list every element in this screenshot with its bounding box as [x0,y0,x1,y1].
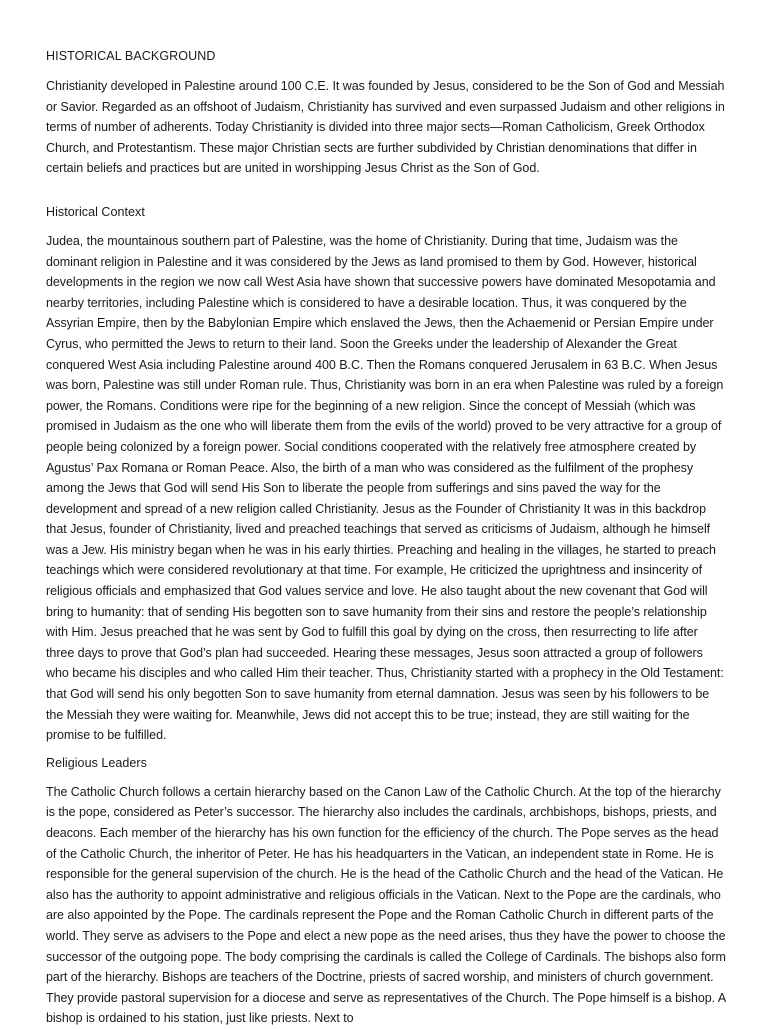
section-heading-historical-background: HISTORICAL BACKGROUND [46,49,216,63]
section-heading-historical-context: Historical Context [46,204,145,219]
section-body-religious-leaders: The Catholic Church follows a certain hierarchy based on the Canon Law of the Catholic Church. At the top of the hierarchy is the pope, considered as Peter’s successor. The hierarchy also includes the cardinals, archbishops, bishops, priests, and deacons. Each member of the hierarchy has his own function for the efficiency of the church. The Pope serves as the head of the Catholic Church, the inheritor of Peter. He has his headquarters in the Vatican, an independent state in Rome. He is responsible for the general supervision of the church. He is the head of the Catholic Church and the head of the Vatican. He also has the authority to appoint administrative and religious officials in the Vatican. Next to the Pope are the cardinals, who are also appointed by the Pope. The cardinals represent the Pope and the Roman Catholic Church in different parts of the world. They serve as advisers to the Pope and elect a new pope as the need arises, thus they have the power to choose the successor of the outgoing pope. The body comprising the cardinals is called the College of Cardinals. The bishops also form part of the hierarchy. Bishops are teachers of the Doctrine, priests of sacred worship, and ministers of church government. They provide pastoral supervision for a diocese and serve as representatives of the Church. The Pope himself is a bishop. A bishop is ordained to his station, just like priests. Next to [46,784,726,1026]
section-body-historical-context: Judea, the mountainous southern part of Palestine, was the home of Christianity. During that time, Judaism was the dominant religion in Palestine and it was considered by the Jews as land promised to them by God. However, historical developments in the region we now call West Asia have shown that successive powers have dominated Mesopotamia and nearby territories, including Palestine which is considered to have a desirable location. Thus, it was conquered by the Assyrian Empire, then by the Babylonian Empire which enslaved the Jews, then the Achaemenid or Persian Empire under Cyrus, who permitted the Jews to return to their land. Soon the Greeks under the leadership of Alexander the Great conquered West Asia including Palestine around 400 B.C. Then the Romans conquered Jerusalem in 63 B.C. When Jesus was born, Palestine was still under Roman rule. Thus, Christianity was born in an era when Palestine was ruled by a foreign power, the Romans. Conditions were ripe for the beginning of a new religion. Since the concept of Messiah (which was promised in Judaism as the one who will liberate them from the evils of the world) proved to be very attractive for a group of people being colonized by a foreign power. Social conditions cooperated with the relatively free atmosphere created by Agustus’ Pax Romana or Roman Peace. Also, the birth of a man who was considered as the fulfilment of the prophesy among the Jews that God will send His Son to liberate the people from sufferings and sins paved the way for the development and spread of a new religion called Christianity. Jesus as the Founder of Christianity It was in this backdrop that Jesus, founder of Christianity, lived and preached teachings that served as criticisms of Judaism, although he himself was a Jew. His ministry began when he was in his early thirties. Preaching and healing in the villages, he started to preach teachings which were considered revolutionary at that time. For example, He criticized the uprightness and insincerity of religious officials and emphasized that God values service and love. He also taught about the new covenant that God will bring to humanity: that of sending His begotten son to save humanity from their sins and restore the people’s relationship with Him. Jesus preached that he was sent by God to fulfill this goal by dying on the cross, then resurrecting to life after three days to prove that God’s plan had succeeded. Hearing these messages, Jesus soon attracted a group of followers who became his disciples and who called Him their teacher. Thus, Christianity started with a prophecy in the Old Testament: that God will send his only begotten Son to save humanity from eternal damnation. Jesus was seen by his followers to be the Messiah they were waiting for. Meanwhile, Jews did not accept this to be true; instead, they are still waiting for the promise to be fulfilled. [46,233,724,743]
section-body-historical-background: Christianity developed in Palestine around 100 C.E. It was founded by Jesus, considered to be the Son of God and Messiah or Savior. Regarded as an offshoot of Judaism, Christianity has survived and even surpassed Judaism and other religions in terms of number of adherents. Today Christianity is divided into three major sects—Roman Catholicism, Greek Orthodox Church, and Protestantism. These major Christian sects are further subdivided by Christian denominations that differ in certain beliefs and practices but are united in worshipping Jesus Christ as the Son of God. [46,79,725,176]
section-heading-religious-leaders: Religious Leaders [46,755,147,770]
